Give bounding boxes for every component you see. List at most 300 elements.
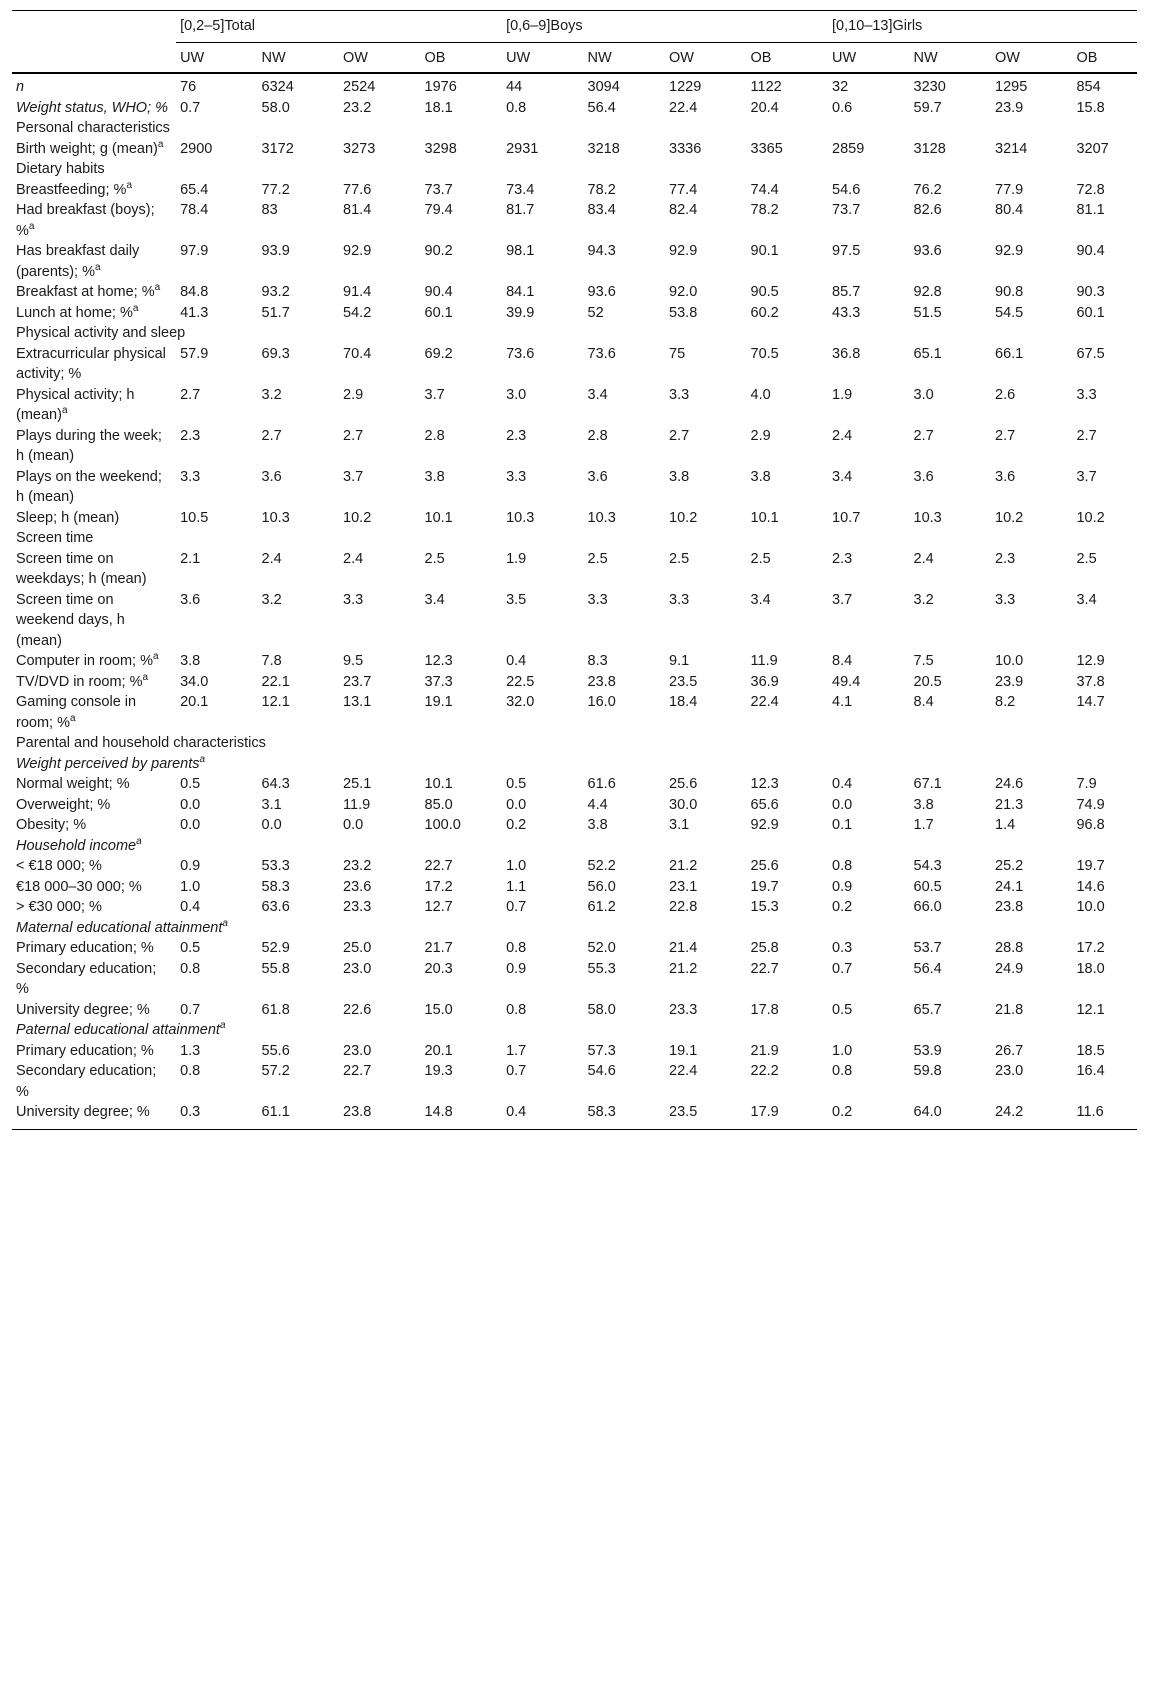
table-cell: 2.8 xyxy=(587,427,608,444)
table-cell: 3.8 xyxy=(669,468,690,485)
row-label-text: Physical activity and sleep xyxy=(16,325,186,341)
table-cell: 11.9 xyxy=(343,796,371,813)
subsection-label xyxy=(12,1020,1137,1041)
table-cell: 60.1 xyxy=(1076,304,1105,321)
row-label xyxy=(12,508,176,529)
table-cell: 19.1 xyxy=(424,694,453,710)
table-cell: 2.7 xyxy=(343,427,364,444)
table-cell: 97.5 xyxy=(832,243,861,259)
row-label-text: TV/DVD in room; % xyxy=(16,673,143,690)
subsection-label xyxy=(12,836,1137,857)
table-cell: 69.2 xyxy=(424,345,453,362)
row-label-text: Secondary education; % xyxy=(16,960,157,997)
table-cell: 3.2 xyxy=(261,386,282,403)
table-cell: 3.1 xyxy=(261,796,282,813)
row-label-text: Obesity; % xyxy=(16,817,87,833)
col-header: UW xyxy=(502,42,583,73)
row-label xyxy=(12,856,176,877)
table-cell: 55.3 xyxy=(587,960,616,977)
table-cell: 41.3 xyxy=(180,304,209,321)
row-label-text: Primary education; % xyxy=(16,940,154,956)
table-cell: 12.1 xyxy=(1076,1001,1105,1018)
table-cell: 55.8 xyxy=(261,960,290,977)
table-cell: 1.0 xyxy=(506,858,527,874)
table-cell: 23.2 xyxy=(343,858,372,874)
footnote-marker: a xyxy=(126,179,132,191)
table-row xyxy=(12,200,1137,241)
table-cell: 23.1 xyxy=(669,878,698,895)
table-cell: 3.4 xyxy=(832,468,853,485)
table-cell: 2900 xyxy=(180,140,213,157)
row-label xyxy=(12,1041,176,1062)
table-cell: 0.4 xyxy=(180,899,201,915)
table-cell: 23.5 xyxy=(669,673,698,690)
table-cell: 3.3 xyxy=(669,591,690,608)
table-cell: 18.1 xyxy=(424,99,453,116)
row-label-text: Lunch at home; % xyxy=(16,304,133,321)
table-cell: 91.4 xyxy=(343,284,372,300)
table-cell: 3.8 xyxy=(180,653,201,669)
footnote-marker: a xyxy=(142,671,149,683)
table-cell: 2.4 xyxy=(343,550,364,567)
table-cell: 61.8 xyxy=(261,1001,290,1018)
subsection-label xyxy=(12,754,1137,775)
table-cell: 3.8 xyxy=(913,796,934,813)
table-cell: 3273 xyxy=(343,140,376,157)
row-label-text: Screen time on weekdays; h (mean) xyxy=(16,550,147,587)
table-cell: 3.0 xyxy=(506,386,527,403)
table-row xyxy=(12,139,1137,160)
table-cell: 92.8 xyxy=(913,284,942,300)
table-cell: 78.2 xyxy=(587,181,616,198)
table-cell: 2.3 xyxy=(832,550,853,567)
table-cell: 23.6 xyxy=(343,878,372,895)
table-row xyxy=(12,1000,1137,1021)
table-cell: 0.9 xyxy=(832,878,853,895)
table-cell: 30.0 xyxy=(669,796,698,813)
table-row xyxy=(12,1041,1137,1062)
corner-cell xyxy=(12,42,176,73)
subsection-row xyxy=(12,1020,1137,1041)
table-cell: 59.7 xyxy=(913,99,942,116)
table-row xyxy=(12,651,1137,672)
table-cell: 24.2 xyxy=(991,1102,1072,1129)
table-cell: 53.3 xyxy=(261,858,290,874)
table-row xyxy=(12,815,1137,836)
row-label xyxy=(12,426,176,467)
table-cell: 3.4 xyxy=(750,591,771,608)
table-cell: 92.9 xyxy=(669,243,698,259)
row-label xyxy=(12,877,176,898)
table-cell: 2.4 xyxy=(832,427,853,444)
table-cell: 23.0 xyxy=(343,960,372,977)
footnote-marker: a xyxy=(219,1020,226,1032)
table-cell: 94.3 xyxy=(587,243,616,259)
table-cell: 77.2 xyxy=(261,181,290,198)
table-cell: 90.4 xyxy=(1076,243,1105,259)
table-cell: 0.8 xyxy=(506,1001,527,1018)
table-cell: 3336 xyxy=(669,140,702,157)
table-cell: 10.3 xyxy=(587,509,616,526)
table-cell: 20.5 xyxy=(913,673,942,690)
table-cell: 2.7 xyxy=(669,427,690,444)
table-cell: 2.4 xyxy=(913,550,934,567)
table-cell: 52.2 xyxy=(587,858,616,874)
table-cell: 65.4 xyxy=(180,181,209,198)
table-cell: 0.5 xyxy=(506,776,527,792)
row-label xyxy=(12,282,176,303)
table-cell: 2.3 xyxy=(506,427,527,444)
row-label xyxy=(12,385,176,426)
table-cell: 22.2 xyxy=(750,1063,779,1079)
table-cell: 85.7 xyxy=(832,284,861,300)
row-label-text: Primary education; % xyxy=(16,1042,154,1059)
data-table xyxy=(12,10,1137,1130)
table-cell: 22.8 xyxy=(669,899,698,915)
table-cell: 56.4 xyxy=(587,99,616,116)
table-cell: 14.7 xyxy=(1076,694,1105,710)
table-cell: 21.7 xyxy=(424,940,453,956)
table-cell: 3.2 xyxy=(913,591,934,608)
table-cell: 37.8 xyxy=(1076,673,1105,690)
table-cell: 10.1 xyxy=(750,509,779,526)
table-cell: 0.0 xyxy=(832,796,853,813)
table-cell: 69.3 xyxy=(261,345,290,362)
table-cell: 83 xyxy=(261,202,278,218)
table-cell: 54.3 xyxy=(913,858,942,874)
table-cell: 65.6 xyxy=(750,796,779,813)
table-cell: 44 xyxy=(506,79,523,95)
table-cell: 65.1 xyxy=(913,345,942,362)
row-label-text: Household income xyxy=(16,837,137,854)
table-cell: 8.4 xyxy=(913,694,934,710)
row-label xyxy=(12,795,176,816)
table-cell: 2931 xyxy=(506,140,539,157)
table-cell: 52.9 xyxy=(261,940,290,956)
table-cell: 4.1 xyxy=(832,694,853,710)
row-label-text: Screen time xyxy=(16,530,94,546)
table-cell: 3.6 xyxy=(913,468,934,485)
table-cell: 0.3 xyxy=(176,1102,257,1129)
subsection-row xyxy=(12,836,1137,857)
table-cell: 25.6 xyxy=(750,858,779,874)
table-cell: 70.4 xyxy=(343,345,372,362)
table-row xyxy=(12,590,1137,652)
subsection-row xyxy=(12,918,1137,939)
row-label-text: Paternal educational attainment xyxy=(16,1022,220,1038)
table-cell: 3.7 xyxy=(1076,468,1097,485)
table-row xyxy=(12,549,1137,590)
table-cell: 10.1 xyxy=(424,776,453,792)
row-label xyxy=(12,897,176,918)
table-cell: 77.4 xyxy=(669,181,698,198)
table-row xyxy=(12,508,1137,529)
table-cell: 20.1 xyxy=(424,1042,453,1059)
section-label xyxy=(12,159,1137,180)
table-cell: 2.9 xyxy=(343,386,364,403)
table-row xyxy=(12,795,1137,816)
row-label-text: Sleep; h (mean) xyxy=(16,509,120,526)
row-label xyxy=(12,241,176,282)
table-cell: 3.8 xyxy=(424,468,445,485)
row-label xyxy=(12,774,176,795)
table-cell: 7.5 xyxy=(913,653,934,669)
table-cell: 82.6 xyxy=(913,202,942,218)
table-cell: 3.3 xyxy=(1076,386,1097,403)
table-cell: 3.6 xyxy=(995,468,1016,485)
row-label-text: Breastfeeding; % xyxy=(16,181,127,198)
table-cell: 3218 xyxy=(587,140,620,157)
row-label-text: Dietary habits xyxy=(16,161,105,177)
row-label-text: Physical activity; h (mean) xyxy=(16,386,135,423)
table-cell: 10.3 xyxy=(913,509,942,526)
table-cell: 0.4 xyxy=(832,776,853,792)
table-cell: 75 xyxy=(669,345,686,362)
table-cell: 19.1 xyxy=(669,1042,698,1059)
footnote-marker: a xyxy=(136,835,142,847)
table-cell: 59.8 xyxy=(913,1063,942,1079)
table-cell: 2.7 xyxy=(180,386,201,403)
row-label xyxy=(12,1102,176,1129)
row-label xyxy=(12,692,176,733)
table-cell: 0.2 xyxy=(832,899,853,915)
table-cell: 17.9 xyxy=(747,1102,829,1129)
table-cell: 0.9 xyxy=(180,858,201,874)
row-label xyxy=(12,73,176,98)
table-cell: 0.7 xyxy=(506,899,527,915)
table-cell: 83.4 xyxy=(587,202,616,218)
table-cell: 3.7 xyxy=(832,591,853,608)
table-cell: 39.9 xyxy=(506,304,535,321)
footnote-marker: a xyxy=(199,753,206,765)
row-label-text: Had breakfast (boys); % xyxy=(16,202,155,239)
table-cell: 22.4 xyxy=(750,694,779,710)
table-cell: 2.4 xyxy=(261,550,282,567)
table-cell: 58.3 xyxy=(584,1102,665,1129)
table-cell: 3.3 xyxy=(669,386,690,403)
table-cell: 7.8 xyxy=(261,653,282,669)
table-cell: 18.4 xyxy=(669,694,698,710)
table-cell: 3.6 xyxy=(180,591,201,608)
table-cell: 3.6 xyxy=(261,468,282,485)
table-cell: 13.1 xyxy=(343,694,372,710)
table-cell: 93.6 xyxy=(913,243,942,259)
row-label-text: Normal weight; % xyxy=(16,776,130,792)
row-label xyxy=(12,938,176,959)
table-row xyxy=(12,385,1137,426)
table-cell: 32 xyxy=(832,79,849,95)
row-label xyxy=(12,303,176,324)
row-label xyxy=(12,549,176,590)
table-row xyxy=(12,180,1137,201)
row-label-text: Has breakfast daily (parents); % xyxy=(16,243,140,280)
table-cell: 23.7 xyxy=(343,673,372,690)
row-label xyxy=(12,815,176,836)
table-row xyxy=(12,241,1137,282)
table-cell: 58.0 xyxy=(261,99,290,116)
row-label-text: Plays on the weekend; h (mean) xyxy=(16,468,162,505)
table-cell: 23.8 xyxy=(587,673,616,690)
section-row xyxy=(12,323,1137,344)
table-cell: 23.0 xyxy=(343,1042,372,1059)
col-header: OW xyxy=(991,42,1072,73)
table-cell: 4.0 xyxy=(750,386,771,403)
row-label-text: n xyxy=(16,79,25,95)
table-cell: 84.1 xyxy=(506,284,535,300)
table-cell: 24.1 xyxy=(995,878,1024,895)
table-cell: 0.7 xyxy=(180,1001,201,1018)
subcolumn-header-row xyxy=(12,42,1137,73)
table-cell: 23.9 xyxy=(995,99,1024,116)
table-cell: 7.9 xyxy=(1076,776,1097,792)
table-cell: 92.9 xyxy=(750,817,779,833)
table-cell: 3.3 xyxy=(506,468,527,485)
section-label xyxy=(12,118,1137,139)
table-cell: 0.4 xyxy=(502,1102,583,1129)
table-cell: 2.5 xyxy=(587,550,608,567)
table-cell: 2.7 xyxy=(913,427,934,444)
footnote-marker: a xyxy=(153,651,159,663)
row-label xyxy=(12,672,176,693)
table-cell: 10.1 xyxy=(424,509,453,526)
section-label xyxy=(12,733,1137,754)
table-cell: 98.1 xyxy=(506,243,535,259)
table-cell: 3.7 xyxy=(424,386,445,403)
table-cell: 1.3 xyxy=(180,1042,201,1059)
table-cell: 60.5 xyxy=(913,878,942,895)
table-cell: 3.6 xyxy=(587,468,608,485)
table-cell: 67.1 xyxy=(913,776,942,792)
table-cell: 18.0 xyxy=(1076,960,1105,977)
table-cell: 65.7 xyxy=(913,1001,942,1018)
table-cell: 0.8 xyxy=(832,858,853,874)
table-cell: 60.1 xyxy=(424,304,453,321)
table-cell: 0.7 xyxy=(180,99,201,116)
table-cell: 0.3 xyxy=(832,940,853,956)
table-cell: 49.4 xyxy=(832,673,861,690)
row-label-text: Weight perceived by parents xyxy=(16,755,200,772)
row-label-text: Weight status, WHO; % xyxy=(16,99,169,116)
table-row xyxy=(12,774,1137,795)
table-cell: 52.0 xyxy=(587,940,616,956)
table-row xyxy=(12,73,1137,98)
table-cell: 20.1 xyxy=(180,694,209,710)
footnote-marker: a xyxy=(70,712,76,724)
table-cell: 54.6 xyxy=(587,1063,616,1079)
table-cell: 2.1 xyxy=(180,550,201,567)
table-cell: 22.6 xyxy=(343,1001,372,1018)
table-cell: 1122 xyxy=(750,79,782,95)
table-cell: 1.9 xyxy=(832,386,853,403)
table-cell: 0.8 xyxy=(180,960,201,977)
table-cell: 0.6 xyxy=(832,99,853,116)
col-header: OW xyxy=(665,42,746,73)
col-header: OB xyxy=(421,42,503,73)
table-cell: 8.2 xyxy=(995,694,1016,710)
table-cell: 2.5 xyxy=(424,550,445,567)
table-cell: 52 xyxy=(587,304,604,321)
table-cell: 25.2 xyxy=(995,858,1024,874)
row-label xyxy=(12,651,176,672)
table-cell: 81.4 xyxy=(343,202,372,218)
row-label xyxy=(12,1000,176,1021)
table-cell: 15.3 xyxy=(750,899,779,915)
row-label xyxy=(12,959,176,1000)
table-row xyxy=(12,282,1137,303)
table-cell: 90.5 xyxy=(750,284,779,300)
table-cell: 14.6 xyxy=(1076,878,1105,895)
table-cell: 9.5 xyxy=(343,653,364,669)
table-cell: 78.4 xyxy=(180,202,209,218)
table-cell: 2.7 xyxy=(261,427,282,444)
table-cell: 0.8 xyxy=(506,940,527,956)
table-cell: 10.0 xyxy=(1076,899,1105,915)
footnote-marker: a xyxy=(132,302,139,314)
table-cell: 63.6 xyxy=(261,899,290,915)
table-row xyxy=(12,856,1137,877)
table-cell: 22.7 xyxy=(343,1063,372,1079)
row-label-text: Overweight; % xyxy=(16,796,111,813)
table-cell: 74.4 xyxy=(750,181,779,198)
table-cell: 74.9 xyxy=(1076,796,1105,813)
table-cell: 92.9 xyxy=(343,243,372,259)
table-cell: 58.0 xyxy=(587,1001,616,1018)
table-cell: 3230 xyxy=(913,79,946,95)
table-cell: 19.3 xyxy=(424,1063,453,1079)
table-cell: 92.9 xyxy=(995,243,1024,259)
table-cell: 21.8 xyxy=(995,1001,1024,1018)
row-label-text: Computer in room; % xyxy=(16,653,153,669)
table-cell: 57.9 xyxy=(180,345,209,362)
table-cell: 0.2 xyxy=(506,817,527,833)
table-cell: 79.4 xyxy=(424,202,453,218)
table-cell: 26.7 xyxy=(995,1042,1024,1059)
table-cell: 61.1 xyxy=(258,1102,339,1129)
table-cell: 2524 xyxy=(343,79,376,95)
table-cell: 3.1 xyxy=(669,817,690,833)
row-label-text: €18 000–30 000; % xyxy=(16,878,142,895)
table-cell: 3.5 xyxy=(506,591,527,608)
table-cell: 22.4 xyxy=(669,1063,698,1079)
table-cell: 43.3 xyxy=(832,304,861,321)
table-cell: 51.5 xyxy=(913,304,942,321)
col-header: OB xyxy=(747,42,829,73)
table-cell: 0.2 xyxy=(828,1102,909,1129)
table-cell: 10.0 xyxy=(995,653,1024,669)
group-header-row xyxy=(12,11,1137,43)
table-cell: 11.6 xyxy=(1072,1102,1137,1129)
table-row xyxy=(12,426,1137,467)
table-cell: 0.4 xyxy=(506,653,527,669)
table-cell: 3.3 xyxy=(180,468,201,485)
table-cell: 67.5 xyxy=(1076,345,1105,362)
row-label-text: University degree; % xyxy=(16,1104,150,1120)
table-cell: 19.7 xyxy=(750,878,779,895)
table-cell: 56.4 xyxy=(913,960,942,977)
row-label-text: Personal characteristics xyxy=(16,120,170,136)
table-cell: 3094 xyxy=(587,79,620,95)
row-label xyxy=(12,467,176,508)
table-cell: 21.9 xyxy=(750,1042,779,1059)
table-cell: 0.7 xyxy=(832,960,853,977)
table-cell: 61.2 xyxy=(587,899,616,915)
table-cell: 11.9 xyxy=(750,653,778,669)
table-cell: 90.2 xyxy=(424,243,453,259)
row-label-text: Plays during the week; h (mean) xyxy=(16,427,162,464)
table-cell: 3.3 xyxy=(587,591,608,608)
table-cell: 3172 xyxy=(261,140,294,157)
row-label-text: University degree; % xyxy=(16,1001,150,1018)
